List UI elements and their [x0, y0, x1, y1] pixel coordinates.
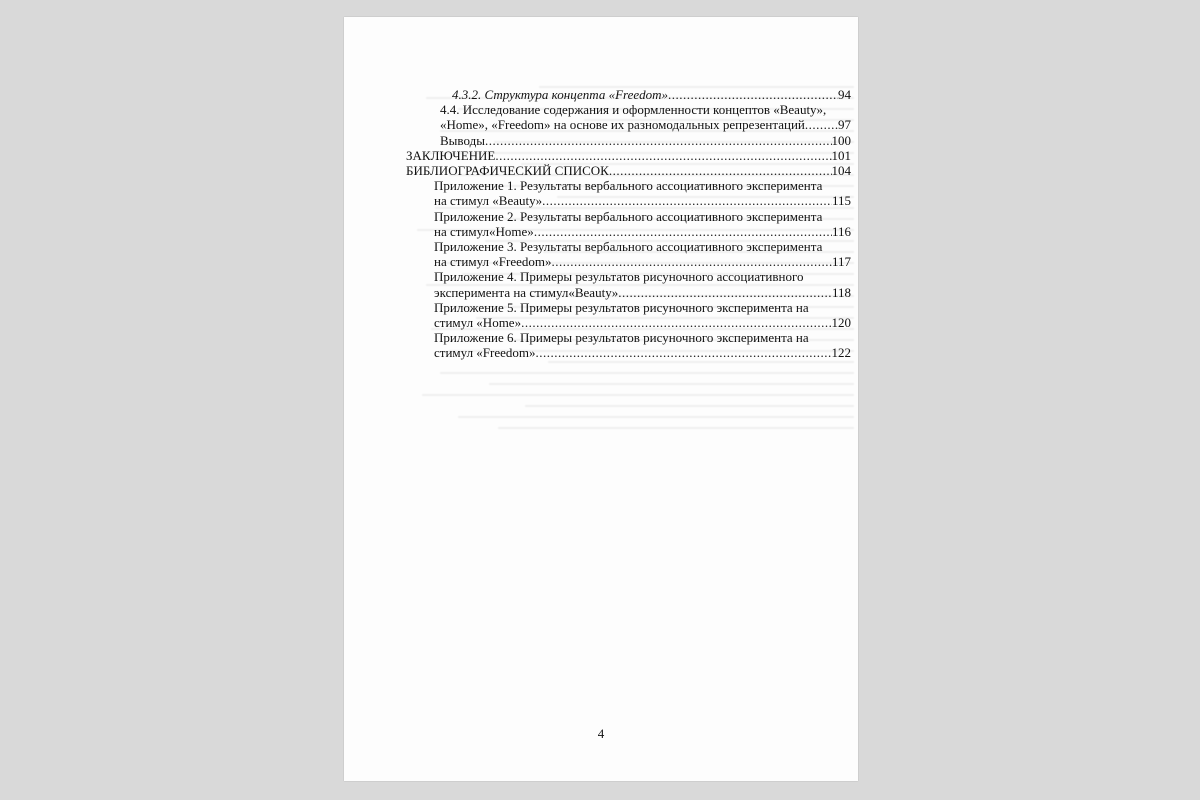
toc-page-number: 115 [831, 193, 851, 209]
dot-leader [552, 254, 832, 269]
toc-entry-appendix-6 [406, 330, 851, 360]
toc-page-number: 118 [831, 284, 851, 300]
toc-entry-4-3-2 [406, 87, 851, 102]
toc-entry-title: Выводы [440, 132, 485, 148]
toc-page-number: 97 [838, 117, 851, 133]
dot-leader [618, 285, 832, 300]
dot-leader [609, 163, 832, 178]
toc-entry-title-line2: «Home», «Freedom» на основе их разномодальных репрезентаций [440, 117, 805, 133]
toc-entry-title-line2: на стимул «Beauty» [434, 193, 543, 209]
toc-entry-title: ЗАКЛЮЧЕНИЕ [406, 147, 496, 163]
toc-entry-title-line2: на стимул«Home» [434, 223, 534, 239]
toc-entry-appendix-4 [406, 269, 851, 299]
toc-entry-title-line2: эксперимента на стимул«Beauty» [434, 284, 619, 300]
toc-entry-appendix-2 [406, 209, 851, 239]
dot-leader [495, 148, 831, 163]
dot-leader [534, 224, 832, 239]
toc-entry-title-line2: на стимул «Freedom» [434, 254, 552, 270]
toc-page-number: 117 [831, 254, 851, 270]
toc-entry-title-line2: стимул «Freedom» [434, 345, 536, 361]
toc-entry-appendix-5 [406, 300, 851, 330]
document-page [344, 17, 858, 781]
toc-page-number: 104 [831, 163, 851, 179]
toc-page-number: 116 [831, 223, 851, 239]
toc-entry-appendix-1 [406, 178, 851, 208]
toc-entry-4-4 [406, 102, 851, 132]
toc-entry-title-line1: Приложение 4. Примеры результатов рисуночного ассоциативного [434, 269, 804, 285]
page-number: 4 [597, 726, 605, 741]
dot-leader [668, 87, 838, 102]
toc-entry-conclusions [406, 133, 851, 148]
dot-leader [536, 345, 832, 360]
toc-entry-appendix-3 [406, 239, 851, 269]
toc-entry-title-line1: Приложение 1. Результаты вербального ассоциативного эксперимента [434, 178, 823, 194]
toc-entry-title-line2: стимул «Home» [434, 315, 522, 331]
toc-entry-title-line1: 4.4. Исследование содержания и оформленности концептов «Beauty», [440, 102, 827, 118]
dot-leader [542, 193, 832, 208]
toc-entry-title: БИБЛИОГРАФИЧЕСКИЙ СПИСОК [406, 163, 609, 179]
toc-entry-conclusion [406, 148, 851, 163]
toc-entry-title-line1: Приложение 6. Примеры результатов рисуночного эксперимента на [434, 330, 809, 346]
dot-leader [485, 133, 832, 148]
toc-entry-title: 4.3.2. Структура концепта «Freedom» [452, 87, 669, 102]
toc-page-number: 122 [831, 345, 851, 361]
toc-page-number: 94 [838, 87, 851, 102]
toc-entry-title-line1: Приложение 2. Результаты вербального ассоциативного эксперимента [434, 208, 823, 224]
toc-entry-bibliography [406, 163, 851, 178]
toc-page-number: 120 [831, 315, 851, 331]
toc-page-number: 100 [831, 132, 851, 148]
toc-page-number: 101 [831, 147, 851, 163]
dot-leader [521, 315, 831, 330]
toc-entry-title-line1: Приложение 3. Результаты вербального ассоциативного эксперимента [434, 239, 823, 255]
table-of-contents [406, 87, 851, 361]
dot-leader [805, 117, 838, 132]
toc-entry-title-line1: Приложение 5. Примеры результатов рисуночного эксперимента на [434, 299, 809, 315]
